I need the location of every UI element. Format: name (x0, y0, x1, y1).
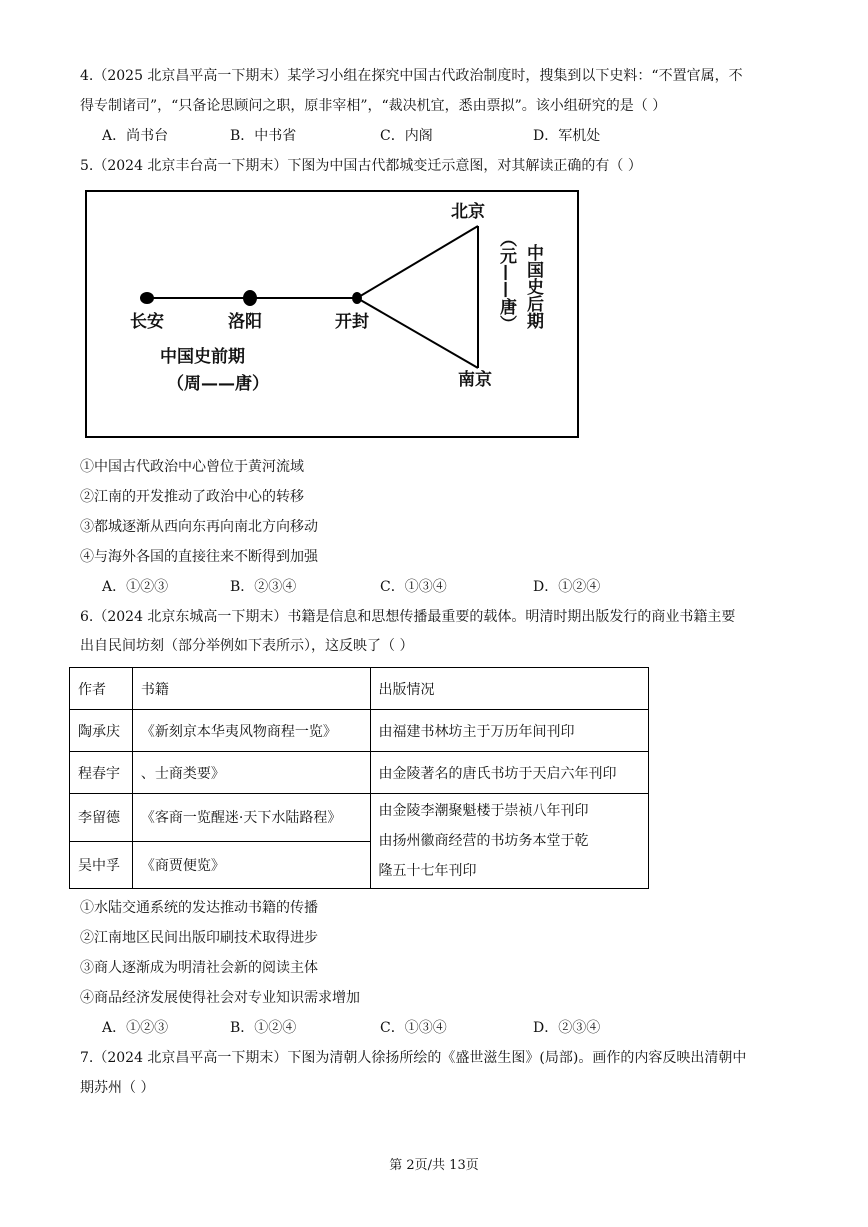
triangle-lower-line (357, 298, 478, 368)
q4-option-a: A．尚书台 (102, 128, 169, 144)
table-row (70, 794, 649, 842)
q6-option-a: A．①②③ (102, 1020, 169, 1036)
changan-dot (140, 292, 154, 304)
table-header-row (70, 668, 649, 710)
cell-publication: 由福建书林坊主于万历年间刊印 (370, 710, 649, 752)
q5-option-d: D．①②④ (533, 579, 601, 595)
late-period-range: （元——唐） (496, 230, 516, 332)
q5-option-a: A．①②③ (102, 579, 169, 595)
table-row (70, 752, 649, 794)
q7-stem-line1: 7.（2024 北京昌平高一下期末）下图为清朝人徐扬所绘的《盛世滋生图》(局部)。画作的内容反映出清朝中 (80, 1050, 747, 1066)
q4-option-b: B．中书省 (230, 128, 297, 144)
city-label-beijing: 北京 (451, 202, 485, 222)
cell-author: 吴中孚 (70, 841, 133, 889)
q6-options (102, 1018, 702, 1038)
city-label-kaifeng: 开封 (335, 312, 369, 332)
early-period-label: 中国史前期 (160, 347, 245, 367)
city-label-changan: 长安 (130, 312, 164, 332)
q6-option-b: B．①②④ (230, 1020, 297, 1036)
cell-book: 《新刻京本华夷风物商程一览》 (132, 710, 370, 752)
q4-options (102, 126, 702, 146)
table-row (70, 710, 649, 752)
merged-line-2: 由扬州徽商经营的书坊务本堂于乾 (378, 833, 589, 849)
cell-author: 程春宇 (70, 752, 133, 794)
kaifeng-dot (352, 292, 362, 304)
q5-statement-3: ③都城逐渐从西向东再向南北方向移动 (80, 519, 318, 535)
merged-line-3: 隆五十七年刊印 (378, 863, 477, 879)
page-number-footer: 第 2页/共 13页 (389, 1158, 479, 1173)
q4-option-d: D．军机处 (533, 128, 601, 144)
q4-option-c: C．内阁 (380, 128, 433, 144)
q6-stem-line2: 出自民间坊刻（部分举例如下表所示），这反映了（ ） (80, 638, 414, 654)
luoyang-dot (243, 290, 257, 306)
header-publication: 出版情况 (370, 668, 649, 710)
header-author: 作者 (70, 668, 133, 710)
cell-book: 《商贾便览》 (132, 841, 370, 889)
cell-book: 《客商一览醒迷·天下水陆路程》 (132, 794, 370, 842)
q6-statement-3: ③商人逐渐成为明清社会新的阅读主体 (80, 960, 318, 976)
city-label-luoyang: 洛阳 (228, 312, 262, 332)
q6-statement-1: ①水陆交通系统的发达推动书籍的传播 (80, 900, 318, 916)
city-label-nanjing: 南京 (458, 370, 492, 390)
capital-migration-diagram (85, 190, 579, 438)
q6-option-c: C．①③④ (380, 1020, 447, 1036)
late-period-label: 中国史后期 (523, 244, 543, 329)
early-period-range: （周——唐） (167, 374, 269, 394)
cell-book: 、士商类要》 (132, 752, 370, 794)
q5-option-b: B．②③④ (230, 579, 297, 595)
q6-statement-4: ④商品经济发展使得社会对专业知识需求增加 (80, 990, 360, 1006)
q5-stem-line1: 5.（2024 北京丰台高一下期末）下图为中国古代都城变迁示意图，对其解读正确的有（ ） (80, 158, 642, 174)
q6-statement-2: ②江南地区民间出版印刷技术取得进步 (80, 930, 318, 946)
q5-option-c: C．①③④ (380, 579, 447, 595)
cell-publication: 由金陵著名的唐氏书坊于天启六年刊印 (370, 752, 649, 794)
q6-stem-line1: 6.（2024 北京东城高一下期末）书籍是信息和思想传播最重要的载体。明清时期出版发行的商业书籍主要 (80, 609, 736, 625)
q5-statement-1: ①中国古代政治中心曾位于黄河流域 (80, 459, 304, 475)
q4-stem-line1: 4.（2025 北京昌平高一下期末）某学习小组在探究中国古代政治制度时，搜集到以下史料：“不置官属，不 (80, 68, 743, 84)
commercial-books-table (69, 667, 649, 889)
triangle-upper-line (357, 226, 478, 298)
cell-publication-merged (370, 794, 649, 889)
q5-statement-2: ②江南的开发推动了政治中心的转移 (80, 489, 304, 505)
q5-options (102, 577, 702, 597)
merged-line-1: 由金陵李潮聚魁楼于崇祯八年刊印 (378, 803, 589, 819)
header-book: 书籍 (132, 668, 370, 710)
q7-stem-line2: 期苏州（ ） (80, 1080, 155, 1096)
q6-option-d: D．②③④ (533, 1020, 601, 1036)
q4-stem-line2: 得专制诸司”，“只备论思顾问之职，原非宰相”，“裁决机宜，悉由票拟”。该小组研究的是（ ） (80, 98, 667, 114)
q5-statement-4: ④与海外各国的直接往来不断得到加强 (80, 549, 318, 565)
cell-author: 陶承庆 (70, 710, 133, 752)
cell-author: 李留德 (70, 794, 133, 842)
